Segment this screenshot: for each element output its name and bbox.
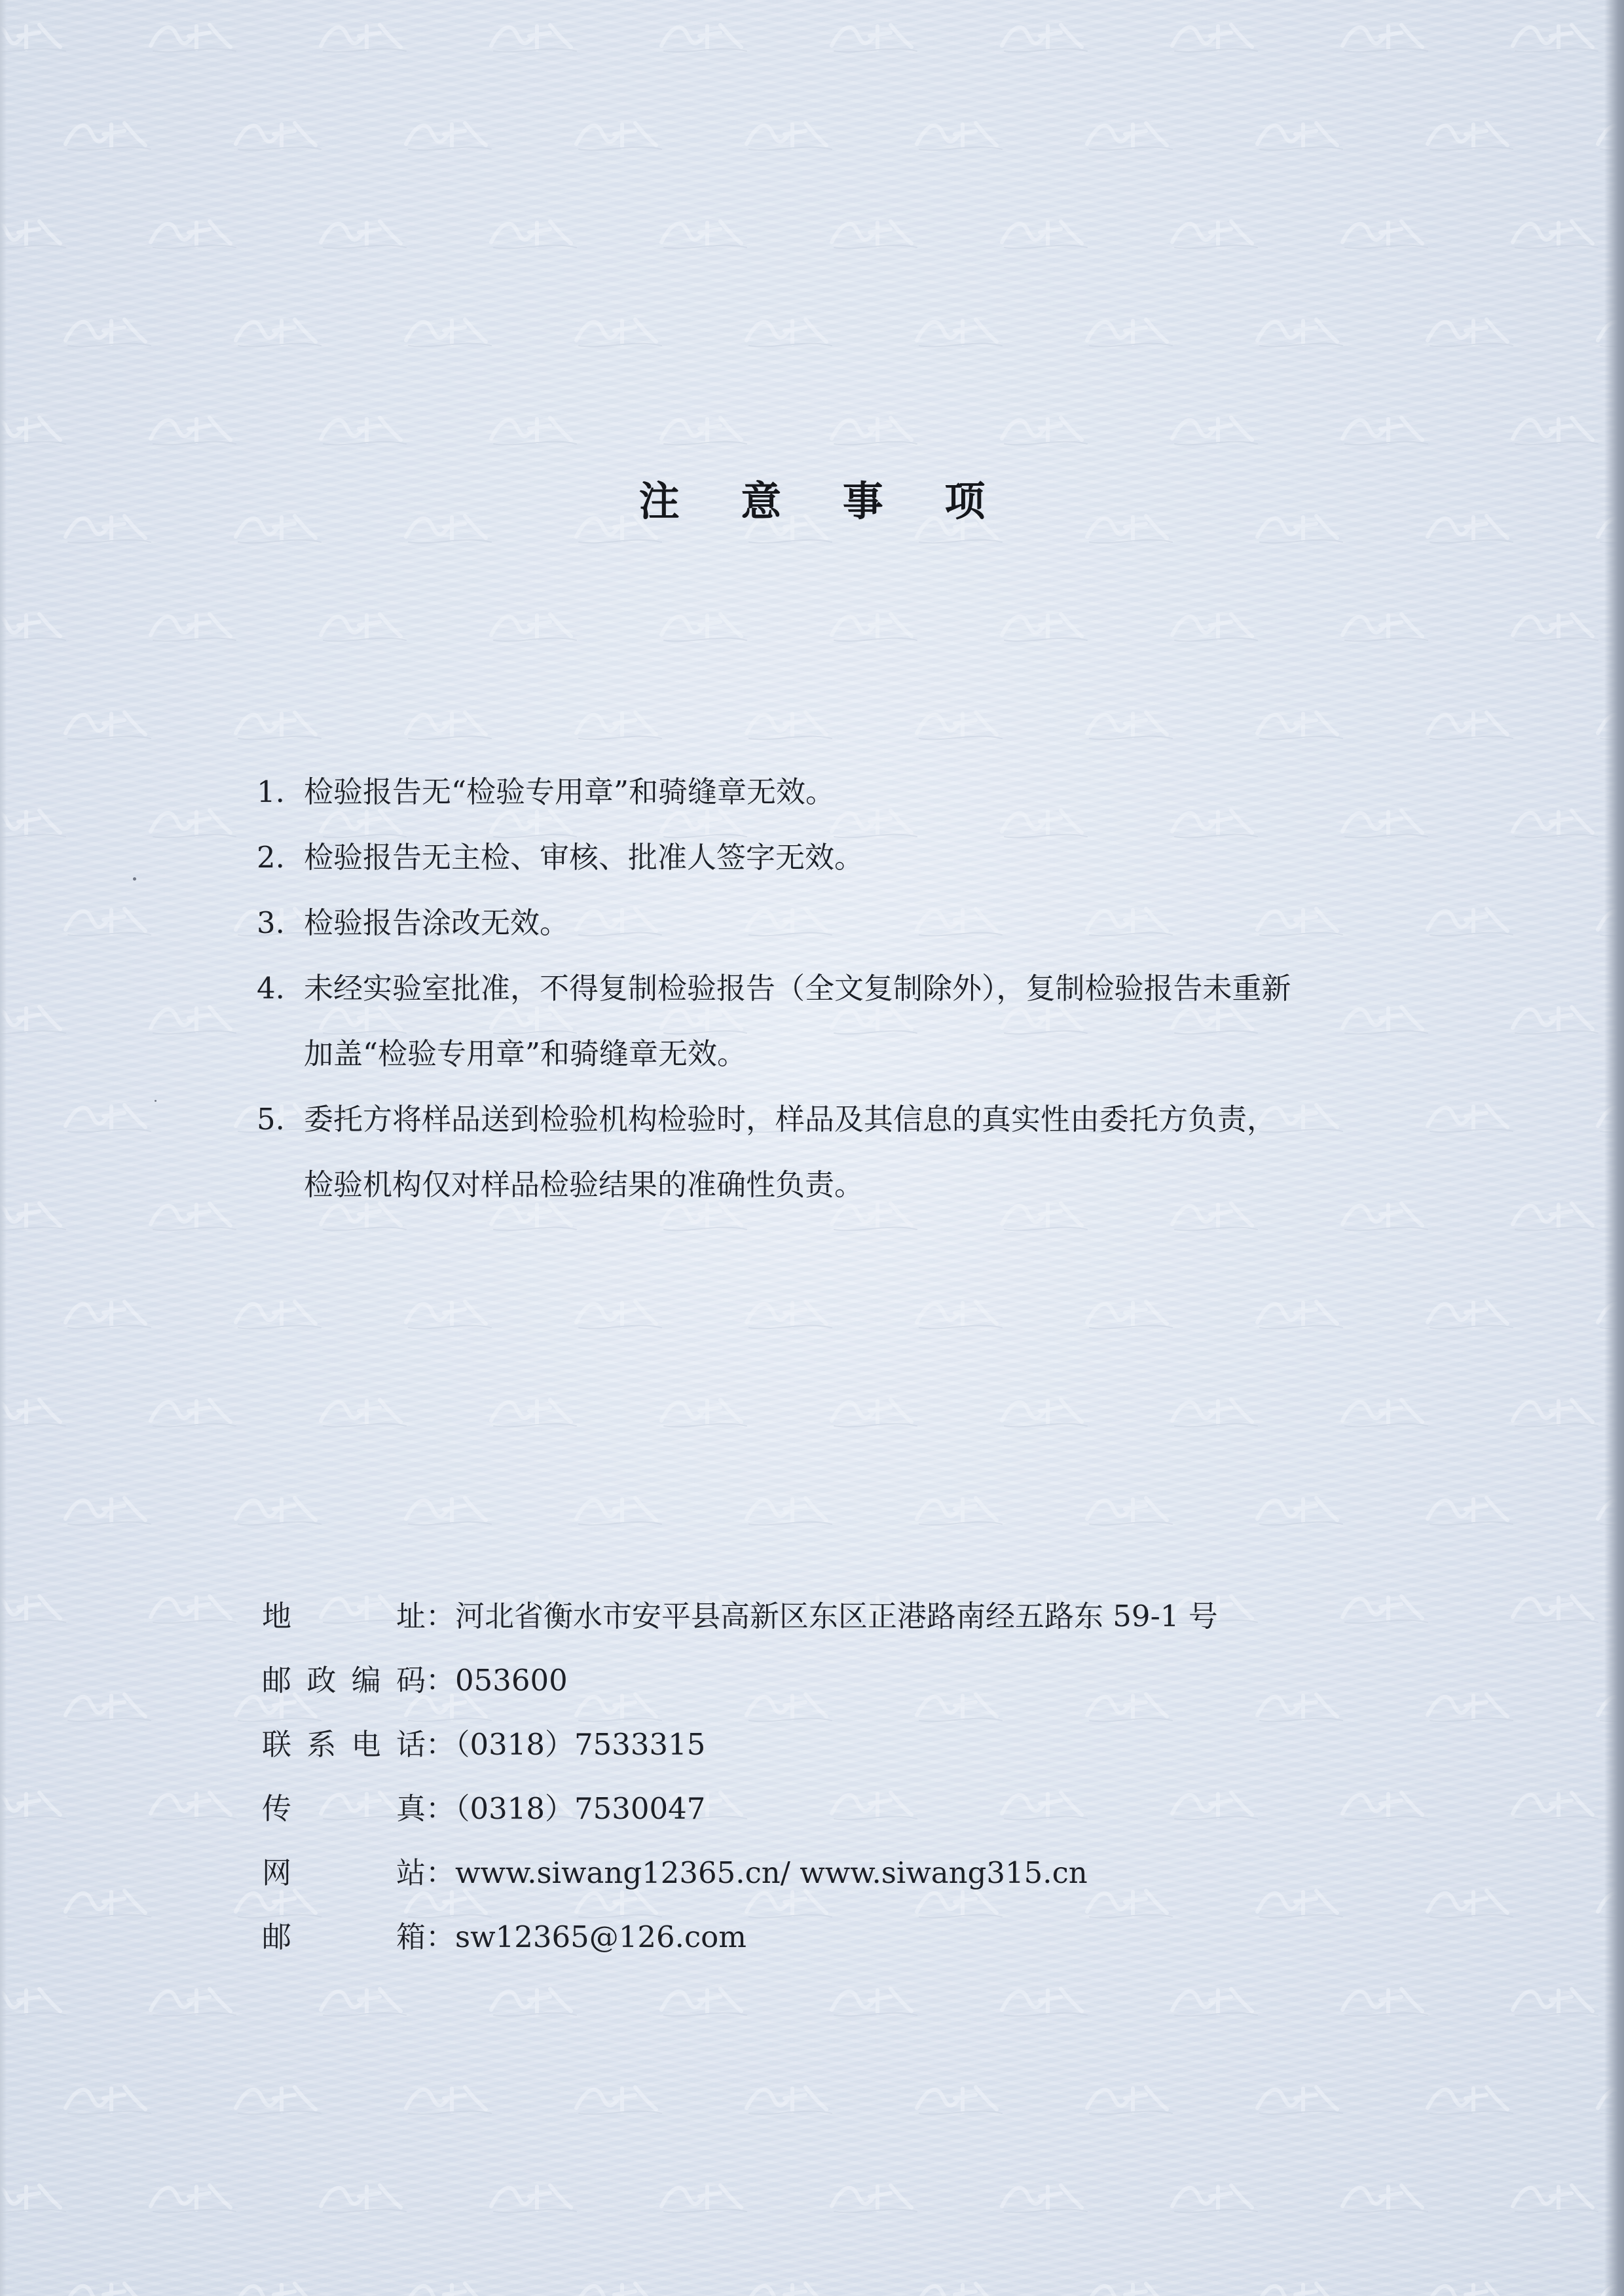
watermark-mark: [910, 2075, 1008, 2121]
watermark-mark: [825, 2174, 923, 2219]
note-text: 检验报告无“检验专用章”和骑缝章无效。: [304, 774, 836, 809]
watermark-mark: [1421, 897, 1519, 943]
watermark-mark: [910, 1486, 1008, 1532]
watermark-mark: [740, 2272, 838, 2296]
watermark-mark: [314, 2174, 413, 2219]
watermark-mark: [144, 2174, 242, 2219]
watermark-mark: [144, 1781, 242, 1827]
watermark-mark: [229, 308, 327, 354]
watermark-mark: [144, 210, 242, 255]
watermark-mark: [1506, 1388, 1604, 1434]
watermark-mark: [485, 602, 583, 648]
watermark-mark: [1506, 210, 1604, 255]
note-number: 1.: [257, 774, 285, 809]
watermark-mark: [1336, 210, 1434, 255]
watermark-mark: [910, 111, 1008, 157]
watermark-mark: [1080, 2272, 1179, 2296]
watermark-mark: [229, 1290, 327, 1336]
watermark-mark: [144, 799, 242, 845]
watermark-mark: [570, 308, 668, 354]
email-link[interactable]: ：sw12365@126.com: [426, 1920, 747, 1954]
watermark-mark: [485, 210, 583, 255]
watermark-mark: [825, 1388, 923, 1434]
watermark-mark: [59, 1290, 157, 1336]
watermark-mark: [570, 701, 668, 746]
watermark-mark: [399, 1290, 498, 1336]
note-item-4: [257, 956, 1409, 1087]
watermark-mark: [59, 2272, 157, 2296]
watermark-mark: [0, 1584, 72, 1630]
watermark-mark: [1336, 2174, 1434, 2219]
phone-label: 联系电话: [262, 1727, 426, 1762]
note-text: 检验报告无主检、审核、批准人签字无效。: [304, 840, 864, 875]
watermark-mark: [655, 602, 753, 648]
watermark-mark: [1506, 2174, 1604, 2219]
watermark-mark: [0, 1388, 72, 1434]
watermark-mark: [1336, 406, 1434, 452]
watermark-mark: [59, 2075, 157, 2121]
website-row: [262, 1841, 1414, 1905]
watermark-mark: [1506, 406, 1604, 452]
watermark-mark: [825, 1977, 923, 2023]
watermark-mark: [740, 111, 838, 157]
watermark-mark: [1336, 13, 1434, 59]
note-text: 检验报告涂改无效。: [304, 905, 570, 940]
watermark-mark: [1506, 799, 1604, 845]
watermark-mark: [1336, 1388, 1434, 1434]
watermark-mark: [399, 2075, 498, 2121]
watermark-mark: [229, 2272, 327, 2296]
watermark-mark: [570, 1290, 668, 1336]
watermark-mark: [59, 308, 157, 354]
watermark-mark: [995, 13, 1094, 59]
watermark-mark: [1421, 701, 1519, 746]
watermark-mark: [1251, 2272, 1349, 2296]
website-link[interactable]: ：www.siwang12365.cn/ www.siwang315.cn: [426, 1855, 1088, 1890]
phone-value: ：（0318）7533315: [426, 1727, 706, 1762]
watermark-mark: [995, 602, 1094, 648]
watermark-mark: [1080, 1290, 1179, 1336]
watermark-mark: [0, 1192, 72, 1237]
watermark-mark: [910, 701, 1008, 746]
watermark-mark: [1506, 602, 1604, 648]
watermark-mark: [995, 406, 1094, 452]
watermark-mark: [1166, 1977, 1264, 2023]
scan-edge-right: [1604, 0, 1624, 2296]
watermark-mark: [144, 602, 242, 648]
watermark-mark: [655, 1977, 753, 2023]
address-row: [262, 1584, 1414, 1649]
watermark-mark: [1166, 13, 1264, 59]
notes-list: [257, 759, 1409, 1218]
watermark-mark: [229, 1486, 327, 1532]
watermark-mark: [485, 2174, 583, 2219]
watermark-mark: [1506, 1584, 1604, 1630]
postcode-row: [262, 1649, 1414, 1713]
watermark-mark: [144, 995, 242, 1041]
watermark-mark: [1421, 2075, 1519, 2121]
watermark-mark: [229, 111, 327, 157]
watermark-mark: [144, 1388, 242, 1434]
watermark-mark: [485, 1977, 583, 2023]
watermark-mark: [995, 1388, 1094, 1434]
email-label: 邮箱: [262, 1920, 426, 1954]
watermark-mark: [144, 406, 242, 452]
contact-info: [262, 1584, 1414, 1969]
watermark-mark: [1251, 1290, 1349, 1336]
watermark-mark: [1251, 701, 1349, 746]
watermark-mark: [59, 897, 157, 943]
watermark-mark: [740, 701, 838, 746]
watermark-mark: [1080, 308, 1179, 354]
watermark-mark: [1506, 1781, 1604, 1827]
watermark-mark: [399, 1486, 498, 1532]
watermark-mark: [1251, 1486, 1349, 1532]
note-text: 委托方将样品送到检验机构检验时，样品及其信息的真实性由委托方负责，: [304, 1102, 1277, 1137]
scan-speck: [133, 877, 136, 881]
watermark-mark: [144, 1977, 242, 2023]
watermark-mark: [0, 1977, 72, 2023]
page-title: 注 意 事 项: [638, 477, 1009, 525]
watermark-mark: [0, 2174, 72, 2219]
watermark-mark: [1506, 1977, 1604, 2023]
watermark-mark: [995, 2174, 1094, 2219]
watermark-mark: [1421, 1486, 1519, 1532]
watermark-mark: [1506, 13, 1604, 59]
watermark-mark: [485, 406, 583, 452]
watermark-mark: [1506, 995, 1604, 1041]
watermark-mark: [0, 799, 72, 845]
watermark-mark: [1080, 1486, 1179, 1532]
note-item-5: [257, 1087, 1409, 1218]
watermark-mark: [399, 701, 498, 746]
watermark-mark: [825, 210, 923, 255]
watermark-mark: [1421, 1683, 1519, 1728]
note-number: 5.: [257, 1102, 285, 1137]
note-number: 2.: [257, 840, 285, 875]
scan-edge-left: [0, 0, 7, 2296]
watermark-mark: [59, 1093, 157, 1139]
watermark-mark: [740, 1290, 838, 1336]
fax-label: 传真: [262, 1791, 426, 1826]
watermark-mark: [1166, 1388, 1264, 1434]
postcode-value: ：053600: [426, 1663, 568, 1698]
note-item-3: [257, 890, 1409, 956]
watermark-mark: [655, 13, 753, 59]
watermark-mark: [1421, 2272, 1519, 2296]
watermark-mark: [570, 1486, 668, 1532]
watermark-mark: [825, 602, 923, 648]
watermark-mark: [485, 1388, 583, 1434]
note-text-continued: 加盖“检验专用章”和骑缝章无效。: [304, 1036, 747, 1071]
watermark-mark: [314, 1388, 413, 1434]
watermark-mark: [0, 602, 72, 648]
watermark-mark: [1421, 111, 1519, 157]
watermark-mark: [0, 406, 72, 452]
watermark-mark: [570, 2075, 668, 2121]
watermark-mark: [0, 13, 72, 59]
address-label: 地址: [262, 1599, 426, 1633]
watermark-mark: [910, 1290, 1008, 1336]
watermark-mark: [740, 1486, 838, 1532]
watermark-mark: [399, 2272, 498, 2296]
watermark-mark: [229, 2075, 327, 2121]
watermark-mark: [144, 13, 242, 59]
watermark-mark: [1166, 2174, 1264, 2219]
note-text: 未经实验室批准，不得复制检验报告（全文复制除外），复制检验报告未重新: [304, 971, 1291, 1006]
watermark-mark: [995, 1977, 1094, 2023]
watermark-mark: [1251, 111, 1349, 157]
postcode-label: 邮政编码: [262, 1663, 426, 1698]
watermark-mark: [655, 2174, 753, 2219]
address-value: ：河北省衡水市安平县高新区东区正港路南经五路东 59-1 号: [426, 1599, 1218, 1633]
watermark-mark: [485, 13, 583, 59]
watermark-mark: [0, 1781, 72, 1827]
watermark-mark: [1080, 701, 1179, 746]
watermark-mark: [1421, 1093, 1519, 1139]
watermark-mark: [144, 1192, 242, 1237]
note-number: 4.: [257, 971, 285, 1006]
watermark-mark: [0, 210, 72, 255]
watermark-mark: [825, 13, 923, 59]
note-number: 3.: [257, 905, 285, 940]
watermark-mark: [1166, 210, 1264, 255]
watermark-mark: [1251, 2075, 1349, 2121]
watermark-mark: [0, 995, 72, 1041]
watermark-mark: [1506, 1192, 1604, 1237]
watermark-mark: [1166, 602, 1264, 648]
watermark-mark: [655, 406, 753, 452]
note-item-1: [257, 759, 1409, 825]
fax-row: [262, 1777, 1414, 1841]
watermark-mark: [655, 210, 753, 255]
watermark-mark: [314, 602, 413, 648]
watermark-mark: [995, 210, 1094, 255]
fax-value: ：（0318）7530047: [426, 1791, 706, 1826]
website-label: 网站: [262, 1855, 426, 1890]
watermark-mark: [1080, 2075, 1179, 2121]
watermark-mark: [1336, 1977, 1434, 2023]
watermark-mark: [655, 1388, 753, 1434]
watermark-mark: [570, 111, 668, 157]
watermark-mark: [1251, 308, 1349, 354]
watermark-mark: [740, 2075, 838, 2121]
watermark-mark: [59, 111, 157, 157]
watermark-mark: [144, 1584, 242, 1630]
watermark-mark: [1421, 1879, 1519, 1925]
phone-row: [262, 1713, 1414, 1777]
watermark-mark: [1421, 1290, 1519, 1336]
watermark-mark: [59, 1683, 157, 1728]
watermark-mark: [229, 701, 327, 746]
watermark-mark: [399, 308, 498, 354]
note-text-continued: 检验机构仅对样品检验结果的准确性负责。: [304, 1167, 864, 1202]
email-row: [262, 1905, 1414, 1969]
scan-speck: [155, 1100, 157, 1102]
watermark-mark: [1080, 111, 1179, 157]
watermark-mark: [1166, 406, 1264, 452]
watermark-mark: [570, 2272, 668, 2296]
note-item-2: [257, 825, 1409, 890]
watermark-mark: [314, 210, 413, 255]
watermark-mark: [59, 1879, 157, 1925]
watermark-mark: [314, 13, 413, 59]
watermark-mark: [1421, 308, 1519, 354]
watermark-mark: [740, 308, 838, 354]
watermark-mark: [910, 308, 1008, 354]
watermark-mark: [399, 111, 498, 157]
watermark-mark: [1336, 602, 1434, 648]
watermark-mark: [59, 1486, 157, 1532]
watermark-mark: [825, 406, 923, 452]
watermark-mark: [59, 701, 157, 746]
watermark-mark: [910, 2272, 1008, 2296]
watermark-mark: [314, 1977, 413, 2023]
watermark-mark: [314, 406, 413, 452]
